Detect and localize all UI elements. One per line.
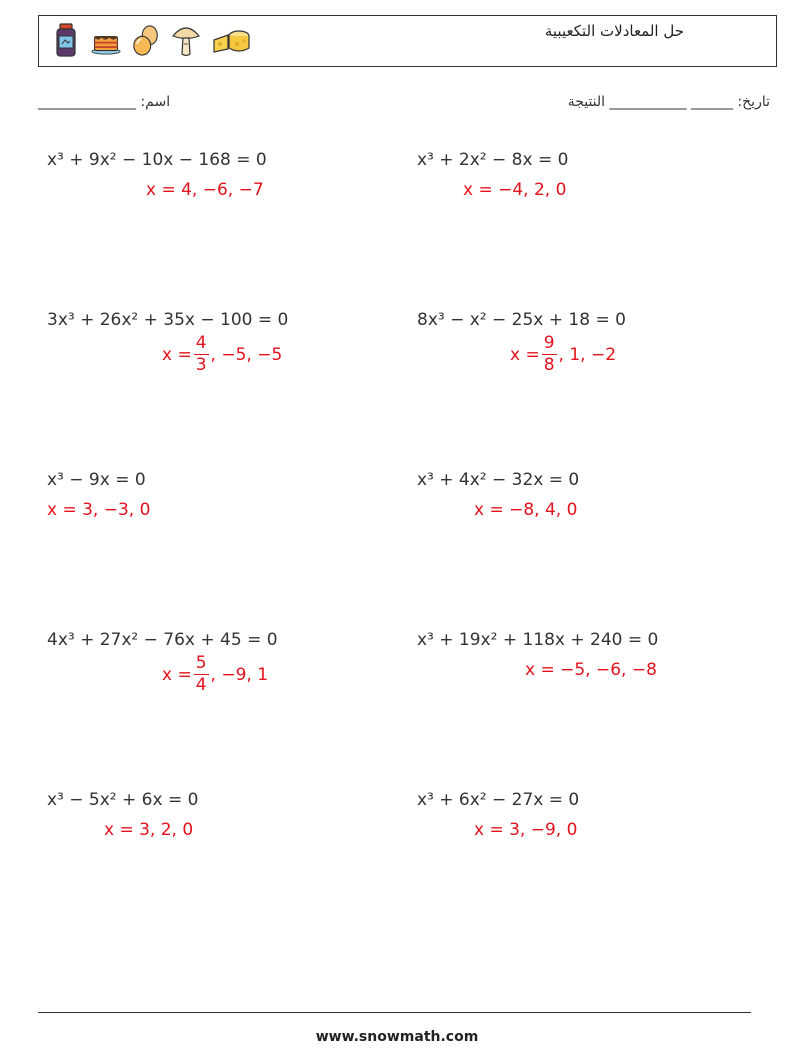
problem-equation: x³ + 4x² − 32x = 0 bbox=[417, 470, 580, 490]
problem-answer: x = −4, 2, 0 bbox=[463, 180, 567, 200]
footer-url[interactable]: www.snowmath.com bbox=[315, 1029, 479, 1045]
date-score-field bbox=[568, 94, 770, 110]
date-line: ______ bbox=[690, 94, 733, 110]
header-icons bbox=[51, 22, 251, 58]
problem-equation: x³ − 5x² + 6x = 0 bbox=[47, 790, 199, 810]
problem-equation: x³ + 2x² − 8x = 0 bbox=[417, 150, 569, 170]
problem-answer: x = 4, −6, −7 bbox=[146, 180, 264, 200]
score-line: ___________ bbox=[609, 94, 687, 110]
problem-answer: x = −5, −6, −8 bbox=[525, 660, 657, 680]
problem-equation: 3x³ + 26x² + 35x − 100 = 0 bbox=[47, 310, 289, 330]
problem-equation: x³ + 9x² − 10x − 168 = 0 bbox=[47, 150, 267, 170]
problem-equation: 4x³ + 27x² − 76x + 45 = 0 bbox=[47, 630, 278, 650]
problem-answer: x = 3, −9, 0 bbox=[474, 820, 578, 840]
mushroom-icon bbox=[171, 22, 201, 58]
name-label: اسم: bbox=[140, 94, 171, 110]
date-label: تاريخ: bbox=[737, 94, 770, 110]
jar-icon bbox=[51, 22, 81, 58]
answer-fraction: $\frac{4}{3}$ bbox=[195, 333, 207, 375]
worksheet-title: حل المعادلات التكعيبية bbox=[544, 22, 684, 40]
answer-fraction: $\frac{5}{4}$ bbox=[195, 653, 207, 695]
problem-answer: x = −8, 4, 0 bbox=[474, 500, 578, 520]
eggs-icon bbox=[131, 22, 161, 58]
cheese-icon bbox=[211, 22, 251, 58]
problem-answer: x = 3, 2, 0 bbox=[104, 820, 194, 840]
problem-answer: x = $\frac{9}{8}$ , 1, −2 bbox=[510, 333, 617, 375]
problem-answer: x = $\frac{4}{3}$ , −5, −5 bbox=[162, 333, 283, 375]
problem-equation: 8x³ − x² − 25x + 18 = 0 bbox=[417, 310, 626, 330]
problem-equation: x³ − 9x = 0 bbox=[47, 470, 146, 490]
score-label: النتيجة bbox=[567, 94, 606, 110]
problem-answer: x = 3, −3, 0 bbox=[47, 500, 151, 520]
problem-equation: x³ + 19x² + 118x + 240 = 0 bbox=[417, 630, 659, 650]
cake-icon bbox=[91, 22, 121, 58]
answer-fraction: $\frac{9}{8}$ bbox=[543, 333, 555, 375]
problem-answer: x = $\frac{5}{4}$ , −9, 1 bbox=[162, 653, 269, 695]
name-line: ______________ bbox=[38, 94, 136, 110]
footer-divider bbox=[38, 1012, 751, 1013]
name-field bbox=[38, 94, 170, 110]
problem-equation: x³ + 6x² − 27x = 0 bbox=[417, 790, 580, 810]
